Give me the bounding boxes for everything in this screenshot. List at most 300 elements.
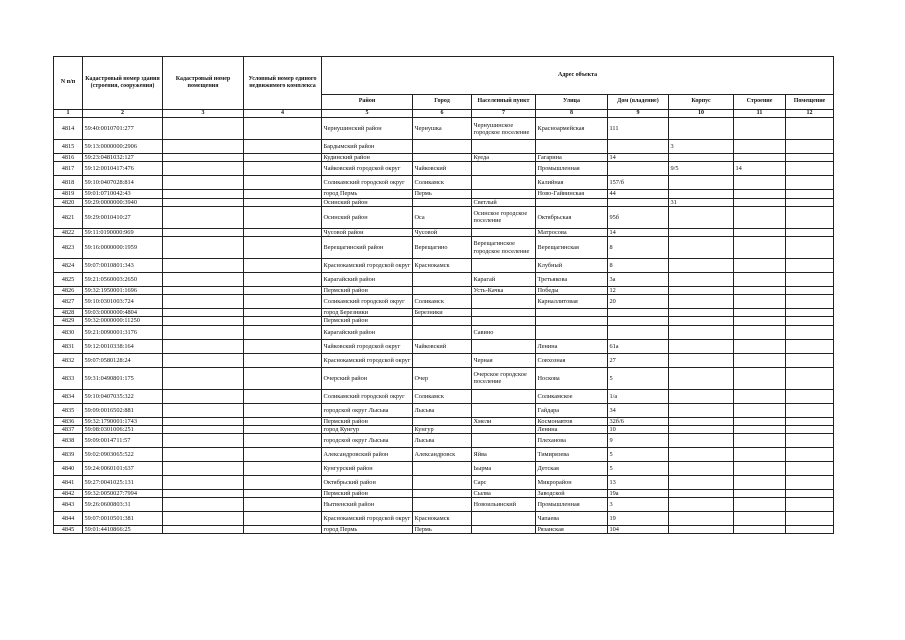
cell-settlement	[472, 162, 536, 176]
cell-structure	[734, 403, 786, 417]
cell-building	[669, 462, 734, 476]
cell-cadastral-room	[163, 162, 244, 176]
cell-cadastral-building: 59:02:0903065:522	[83, 448, 163, 462]
cell-house: 5	[608, 462, 669, 476]
cell-city: Чайковский	[413, 339, 472, 353]
cell-street	[536, 140, 608, 154]
column-number: 11	[734, 110, 786, 118]
cell-city: Соликамск	[413, 176, 472, 190]
cell-house: 1/а	[608, 389, 669, 403]
cell-cadastral-room	[163, 228, 244, 236]
cell-district: Карагайский район	[322, 273, 413, 287]
cell-street: Соликамское	[536, 389, 608, 403]
cell-number: 4829	[54, 317, 83, 325]
cell-district: Осинский район	[322, 198, 413, 206]
cell-settlement	[472, 309, 536, 317]
cell-settlement: Чернушинское городское поселение	[472, 118, 536, 140]
table-row	[54, 490, 834, 498]
cell-settlement	[472, 190, 536, 198]
cell-house: 14	[608, 228, 669, 236]
cell-structure	[734, 490, 786, 498]
cell-cadastral-building: 59:01:4410866:25	[83, 526, 163, 534]
cell-structure	[734, 176, 786, 190]
cell-room	[786, 498, 834, 512]
cell-house: 5	[608, 448, 669, 462]
cell-cadastral-room	[163, 498, 244, 512]
cell-settlement	[472, 228, 536, 236]
cell-conditional-number	[244, 228, 322, 236]
cell-conditional-number	[244, 206, 322, 228]
cell-cadastral-building: 59:32:1950001:1696	[83, 287, 163, 295]
cell-city: Лысьва	[413, 403, 472, 417]
cell-street: Гайдара	[536, 403, 608, 417]
cell-structure	[734, 287, 786, 295]
cell-settlement: Новоильинский	[472, 498, 536, 512]
cell-house: 19а	[608, 490, 669, 498]
cell-number: 4819	[54, 190, 83, 198]
cell-settlement: Карагай	[472, 273, 536, 287]
cell-city	[413, 417, 472, 425]
cell-room	[786, 190, 834, 198]
cell-house: 32б/6	[608, 417, 669, 425]
cell-cadastral-room	[163, 309, 244, 317]
cell-structure	[734, 206, 786, 228]
cell-number: 4822	[54, 228, 83, 236]
cell-street: Клубный	[536, 259, 608, 273]
cell-city	[413, 287, 472, 295]
table-row	[54, 228, 834, 236]
cell-number: 4826	[54, 287, 83, 295]
cell-number: 4845	[54, 526, 83, 534]
cell-cadastral-room	[163, 389, 244, 403]
cell-district: Краснокамский городской округ	[322, 259, 413, 273]
cell-room	[786, 417, 834, 425]
table-row	[54, 287, 834, 295]
cell-house: 10	[608, 425, 669, 433]
cell-number: 4815	[54, 140, 83, 154]
table-row	[54, 417, 834, 425]
table-row	[54, 154, 834, 162]
cell-room	[786, 403, 834, 417]
cell-house	[608, 309, 669, 317]
cell-room	[786, 512, 834, 526]
cell-structure	[734, 317, 786, 325]
cell-number: 4820	[54, 198, 83, 206]
cell-district: город Пермь	[322, 526, 413, 534]
cell-number: 4821	[54, 206, 83, 228]
cell-settlement	[472, 512, 536, 526]
cell-street: Совхозная	[536, 353, 608, 367]
cell-cadastral-building: 59:07:0010501:381	[83, 512, 163, 526]
table-row	[54, 317, 834, 325]
cell-city	[413, 476, 472, 490]
cell-conditional-number	[244, 448, 322, 462]
cell-cadastral-building: 59:12:0010417:476	[83, 162, 163, 176]
cell-structure	[734, 237, 786, 259]
cell-number: 4833	[54, 367, 83, 389]
cell-conditional-number	[244, 154, 322, 162]
table-row	[54, 498, 834, 512]
cell-settlement	[472, 140, 536, 154]
cell-building	[669, 295, 734, 309]
cell-conditional-number	[244, 325, 322, 339]
cell-room	[786, 425, 834, 433]
cell-room	[786, 287, 834, 295]
table-row	[54, 448, 834, 462]
cell-settlement	[472, 259, 536, 273]
cell-city	[413, 140, 472, 154]
cell-structure	[734, 118, 786, 140]
cell-street: Тимирязева	[536, 448, 608, 462]
cell-city: Очер	[413, 367, 472, 389]
cell-city: Кунгур	[413, 425, 472, 433]
table-row	[54, 425, 834, 433]
cell-room	[786, 339, 834, 353]
cell-conditional-number	[244, 190, 322, 198]
cell-city: Лысьва	[413, 434, 472, 448]
cell-cadastral-room	[163, 490, 244, 498]
cell-conditional-number	[244, 403, 322, 417]
cell-cadastral-building: 59:27:0041025:131	[83, 476, 163, 490]
cell-settlement: Хмели	[472, 417, 536, 425]
cell-house: 5	[608, 367, 669, 389]
header-structure: Строение	[734, 95, 786, 110]
cell-conditional-number	[244, 425, 322, 433]
cell-structure	[734, 325, 786, 339]
cell-cadastral-building: 59:08:0301006:251	[83, 425, 163, 433]
cell-number: 4832	[54, 353, 83, 367]
cell-district: Чайковский городской округ	[322, 162, 413, 176]
cell-cadastral-room	[163, 448, 244, 462]
cell-room	[786, 526, 834, 534]
cell-structure	[734, 154, 786, 162]
cell-building	[669, 287, 734, 295]
table-row	[54, 237, 834, 259]
cell-number: 4828	[54, 309, 83, 317]
cell-cadastral-building: 59:07:0580128:24	[83, 353, 163, 367]
cell-city: Александровск	[413, 448, 472, 462]
cell-structure	[734, 512, 786, 526]
cell-structure: 14	[734, 162, 786, 176]
cell-cadastral-room	[163, 317, 244, 325]
objects-table	[53, 56, 834, 534]
cell-district: город Кунгур	[322, 425, 413, 433]
cell-room	[786, 198, 834, 206]
cell-house: 3а	[608, 273, 669, 287]
cell-cadastral-room	[163, 526, 244, 534]
cell-number: 4824	[54, 259, 83, 273]
cell-conditional-number	[244, 353, 322, 367]
cell-city	[413, 353, 472, 367]
cell-number: 4823	[54, 237, 83, 259]
cell-structure	[734, 389, 786, 403]
header-cadastral-room: Кадастровый номер помещения	[163, 57, 244, 110]
table-row	[54, 206, 834, 228]
cell-structure	[734, 448, 786, 462]
cell-house: 8	[608, 237, 669, 259]
column-number: 8	[536, 110, 608, 118]
cell-district: Карагайский район	[322, 325, 413, 339]
cell-cadastral-building: 59:10:0301003:724	[83, 295, 163, 309]
cell-cadastral-building: 59:32:0050027:7994	[83, 490, 163, 498]
cell-number: 4835	[54, 403, 83, 417]
cell-street: Космонавтов	[536, 417, 608, 425]
cell-street: Промышленная	[536, 498, 608, 512]
cell-cadastral-room	[163, 140, 244, 154]
cell-building	[669, 237, 734, 259]
cell-city: Березники	[413, 309, 472, 317]
cell-number: 4818	[54, 176, 83, 190]
cell-conditional-number	[244, 287, 322, 295]
cell-room	[786, 448, 834, 462]
cell-cadastral-building: 59:31:0490801:175	[83, 367, 163, 389]
cell-cadastral-building: 59:29:0000000:3940	[83, 198, 163, 206]
cell-conditional-number	[244, 176, 322, 190]
cell-structure	[734, 476, 786, 490]
cell-building	[669, 176, 734, 190]
cell-building: 31	[669, 198, 734, 206]
cell-settlement: Куеда	[472, 154, 536, 162]
cell-conditional-number	[244, 389, 322, 403]
cell-street: Заводской	[536, 490, 608, 498]
column-number: 3	[163, 110, 244, 118]
cell-cadastral-room	[163, 476, 244, 490]
cell-street: Калийная	[536, 176, 608, 190]
cell-number: 4842	[54, 490, 83, 498]
table-row	[54, 476, 834, 490]
cell-street: Носкова	[536, 367, 608, 389]
cell-house: 61а	[608, 339, 669, 353]
cell-building	[669, 206, 734, 228]
cell-conditional-number	[244, 367, 322, 389]
cell-cadastral-room	[163, 512, 244, 526]
cell-number: 4825	[54, 273, 83, 287]
header-district: Район	[322, 95, 413, 110]
cell-street	[536, 309, 608, 317]
cell-room	[786, 237, 834, 259]
table-row	[54, 259, 834, 273]
cell-number: 4839	[54, 448, 83, 462]
cell-house	[608, 198, 669, 206]
cell-house: 8	[608, 259, 669, 273]
cell-structure	[734, 462, 786, 476]
cell-house: 111	[608, 118, 669, 140]
cell-cadastral-room	[163, 190, 244, 198]
cell-street	[536, 325, 608, 339]
cell-room	[786, 259, 834, 273]
cell-street: Карналлитовая	[536, 295, 608, 309]
header-conditional-number: Условный номер единого недвижимого комплекса	[244, 57, 322, 110]
cell-house: 95б	[608, 206, 669, 228]
header-number: N п/п	[54, 57, 83, 110]
cell-city: Пермь	[413, 526, 472, 534]
cell-district: Чернушинский район	[322, 118, 413, 140]
cell-settlement: Савино	[472, 325, 536, 339]
cell-street: Чапаева	[536, 512, 608, 526]
cell-room	[786, 476, 834, 490]
cell-cadastral-room	[163, 425, 244, 433]
header-house: Дом (владение)	[608, 95, 669, 110]
cell-conditional-number	[244, 317, 322, 325]
cell-conditional-number	[244, 462, 322, 476]
cell-street: Красноармейская	[536, 118, 608, 140]
cell-city	[413, 317, 472, 325]
cell-cadastral-room	[163, 462, 244, 476]
table-row	[54, 273, 834, 287]
cell-room	[786, 490, 834, 498]
cell-conditional-number	[244, 490, 322, 498]
table-row	[54, 118, 834, 140]
cell-district: Пермский район	[322, 317, 413, 325]
cell-house	[608, 317, 669, 325]
cell-number: 4836	[54, 417, 83, 425]
cell-cadastral-room	[163, 259, 244, 273]
cell-room	[786, 325, 834, 339]
cell-room	[786, 367, 834, 389]
cell-cadastral-building: 59:16:0000000:1959	[83, 237, 163, 259]
cell-cadastral-room	[163, 367, 244, 389]
cell-room	[786, 317, 834, 325]
cell-house: 34	[608, 403, 669, 417]
table-row	[54, 162, 834, 176]
cell-structure	[734, 190, 786, 198]
cell-cadastral-building: 59:24:0060101:637	[83, 462, 163, 476]
cell-cadastral-building: 59:10:0407035:322	[83, 389, 163, 403]
cell-number: 4830	[54, 325, 83, 339]
cell-building	[669, 228, 734, 236]
cell-building	[669, 403, 734, 417]
cell-cadastral-room	[163, 295, 244, 309]
cell-house: 12	[608, 287, 669, 295]
cell-building	[669, 526, 734, 534]
cell-structure	[734, 228, 786, 236]
cell-number: 4840	[54, 462, 83, 476]
cell-room	[786, 273, 834, 287]
cell-structure	[734, 353, 786, 367]
cell-building	[669, 417, 734, 425]
cell-settlement: Яйва	[472, 448, 536, 462]
cell-room	[786, 206, 834, 228]
cell-cadastral-room	[163, 325, 244, 339]
column-number: 9	[608, 110, 669, 118]
cell-settlement	[472, 389, 536, 403]
cell-structure	[734, 526, 786, 534]
cell-cadastral-room	[163, 353, 244, 367]
cell-district: Александровский район	[322, 448, 413, 462]
cell-conditional-number	[244, 339, 322, 353]
cell-city: Чусовой	[413, 228, 472, 236]
cell-number: 4841	[54, 476, 83, 490]
cell-settlement: Осинское городское поселение	[472, 206, 536, 228]
cell-cadastral-room	[163, 176, 244, 190]
table-row	[54, 367, 834, 389]
cell-district: Нытвенский район	[322, 498, 413, 512]
column-number: 12	[786, 110, 834, 118]
cell-cadastral-building: 59:32:0000000:11250	[83, 317, 163, 325]
cell-city	[413, 462, 472, 476]
cell-structure	[734, 259, 786, 273]
cell-cadastral-room	[163, 206, 244, 228]
cell-city	[413, 273, 472, 287]
cell-building: 9/5	[669, 162, 734, 176]
cell-city: Краснокамск	[413, 259, 472, 273]
cell-structure	[734, 198, 786, 206]
cell-conditional-number	[244, 140, 322, 154]
cell-building	[669, 353, 734, 367]
cell-district: Чайковский городской округ	[322, 339, 413, 353]
cell-conditional-number	[244, 476, 322, 490]
cell-district: Верещагинский район	[322, 237, 413, 259]
cell-district: Краснокамский городской округ	[322, 512, 413, 526]
cell-cadastral-building: 59:29:0010410:27	[83, 206, 163, 228]
cell-street: Микрорайон	[536, 476, 608, 490]
cell-city: Чернушка	[413, 118, 472, 140]
header-city: Город	[413, 95, 472, 110]
cell-street: Детская	[536, 462, 608, 476]
cell-street: Ново-Гайвинская	[536, 190, 608, 198]
cell-building	[669, 389, 734, 403]
cell-district: Пермский район	[322, 417, 413, 425]
cell-settlement	[472, 339, 536, 353]
cell-cadastral-building: 59:01:0710042:43	[83, 190, 163, 198]
cell-cadastral-building: 59:10:0407028:814	[83, 176, 163, 190]
table-row	[54, 176, 834, 190]
cell-structure	[734, 417, 786, 425]
column-number: 6	[413, 110, 472, 118]
table-row	[54, 295, 834, 309]
cell-district: Бардымский район	[322, 140, 413, 154]
cell-structure	[734, 434, 786, 448]
cell-building	[669, 339, 734, 353]
cell-number: 4834	[54, 389, 83, 403]
cell-room	[786, 118, 834, 140]
cell-structure	[734, 425, 786, 433]
cell-cadastral-room	[163, 287, 244, 295]
cell-settlement	[472, 176, 536, 190]
cell-settlement: Ьырма	[472, 462, 536, 476]
cell-district: Пермский район	[322, 490, 413, 498]
cell-street: Ленина	[536, 339, 608, 353]
cell-cadastral-room	[163, 403, 244, 417]
cell-street: Третьякова	[536, 273, 608, 287]
cell-building	[669, 273, 734, 287]
cell-cadastral-building: 59:32:1790001:1743	[83, 417, 163, 425]
cell-city: Чайковский	[413, 162, 472, 176]
cell-settlement: Сарс	[472, 476, 536, 490]
header-building: Корпус	[669, 95, 734, 110]
cell-conditional-number	[244, 273, 322, 287]
cell-street: Плеханова	[536, 434, 608, 448]
cell-district: городской округ Лысьва	[322, 403, 413, 417]
cell-settlement	[472, 295, 536, 309]
table-row	[54, 353, 834, 367]
cell-street	[536, 198, 608, 206]
cell-district: Октябрьский район	[322, 476, 413, 490]
cell-conditional-number	[244, 259, 322, 273]
cell-district: Чусовой район	[322, 228, 413, 236]
cell-city: Пермь	[413, 190, 472, 198]
cell-building	[669, 434, 734, 448]
cell-cadastral-building: 59:07:0010801:343	[83, 259, 163, 273]
cell-conditional-number	[244, 162, 322, 176]
cell-street: Рязанская	[536, 526, 608, 534]
cell-number: 4817	[54, 162, 83, 176]
header-room: Помещение	[786, 95, 834, 110]
cell-settlement: Светлый	[472, 198, 536, 206]
cell-house: 13	[608, 476, 669, 490]
cell-city	[413, 325, 472, 339]
cell-district: город Березники	[322, 309, 413, 317]
